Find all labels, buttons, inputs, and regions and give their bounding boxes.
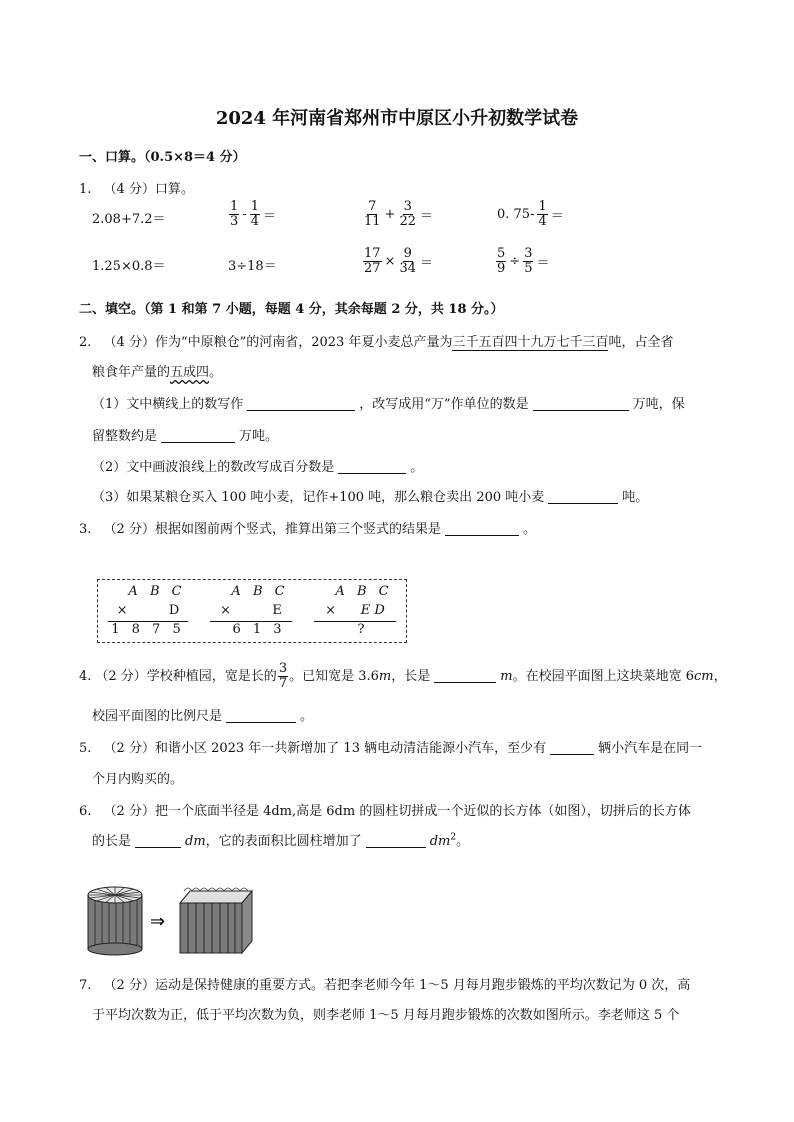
equals: ＝ [262, 209, 276, 224]
answer-blank[interactable] [533, 396, 629, 411]
q4-text: ， [713, 669, 727, 684]
superscript: 2 [450, 832, 457, 843]
q1-label [79, 178, 194, 197]
q4-text: 。已知宽是 3.6 [289, 669, 379, 684]
unit: m [378, 669, 392, 684]
q1-item-e: 1.25×0.8＝ [92, 259, 166, 274]
q1-item-a: 2.08+7.2＝ [92, 212, 166, 227]
fraction [250, 200, 260, 229]
prefix: 0. 75- [497, 207, 535, 222]
q1-item-b [228, 200, 278, 229]
q7-line-2: 于平均次数为正，低于平均次数为负，则李老师 1～5 月每月跑步锻炼的次数如图所示。李老师这 5 个 [92, 1008, 680, 1023]
q2-part-2 [92, 456, 423, 475]
q4-line-2 [92, 705, 313, 724]
unit: cm [693, 669, 714, 684]
operator: × [384, 254, 396, 269]
numerator: 9 [403, 246, 412, 261]
vertical-calc-2 [210, 584, 292, 637]
page-title: 2024 年河南省郑州市中原区小升初数学试卷 [215, 108, 579, 129]
q2-text: （1）文中横线上的数写作 [92, 397, 244, 412]
q1-number: 1. [79, 182, 92, 197]
answer-blank[interactable] [161, 428, 235, 443]
fraction [496, 247, 506, 276]
denominator: 27 [364, 261, 381, 276]
q2-part-3 [92, 486, 648, 505]
q1-item-c [362, 200, 435, 229]
q5-line-2: 个月内购买的。 [92, 772, 184, 787]
q7-text: （2 分）运动是保持健康的重要方式。若把李老师今年 1～5 月每月跑步锻炼的平均次数记为 0 次，高 [103, 978, 691, 993]
numerator: 1 [250, 199, 259, 214]
q2-text: ，改写成用“万”作单位的数是 [359, 397, 529, 412]
calc-result: 6 1 3 [232, 622, 286, 637]
unit: dm [185, 834, 206, 849]
q6-text: ，它的表面积比圆柱增加了 [205, 834, 362, 849]
q2-part-1-cont [92, 425, 278, 444]
q4-text: 校园平面图的比例尺是 [92, 709, 223, 724]
answer-blank[interactable] [366, 833, 426, 848]
q5-line-1 [79, 737, 702, 756]
q2-text: （4 分）作为“中原粮仓”的河南省，2023 年夏小麦总产量为 [103, 335, 453, 350]
q6-number: 6. [79, 804, 92, 819]
numerator: 17 [364, 246, 381, 261]
section-heading-1: 一、口算。（0.5×8＝4 分） [79, 150, 246, 165]
denominator: 22 [399, 214, 416, 229]
calc-multiplier: × E D [325, 603, 385, 618]
answer-blank[interactable] [247, 396, 355, 411]
fraction [398, 200, 417, 229]
q6-line-2 [92, 830, 469, 849]
q2-part-1 [92, 393, 685, 412]
fraction [523, 247, 533, 276]
q7-line-1 [79, 974, 690, 993]
q5-number: 5. [79, 741, 92, 756]
q4-text: （2 分）学校种植园，宽是长的 [95, 669, 277, 684]
equals: ＝ [420, 256, 434, 271]
fraction [363, 200, 382, 229]
q4-text: 。在校园平面图上这块菜地宽 6 [512, 669, 694, 684]
q1-item-h [495, 247, 551, 276]
q4-text: 。 [300, 709, 314, 724]
numerator: 3 [278, 661, 288, 676]
prism-icon [180, 888, 252, 953]
answer-blank[interactable] [226, 708, 296, 723]
numerator: 5 [497, 246, 506, 261]
denominator: 3 [230, 214, 239, 229]
denominator: 4 [538, 214, 547, 229]
q2-text: 粮食年产量的 [92, 365, 171, 380]
calc-multiplier: × D [116, 603, 180, 618]
numerator: 1 [538, 199, 547, 214]
q3-line [79, 518, 536, 537]
numerator: 3 [524, 246, 533, 261]
answer-blank[interactable] [550, 740, 594, 755]
denominator: 4 [250, 214, 259, 229]
q3-number: 3. [79, 522, 92, 537]
equals: ＝ [536, 256, 550, 271]
denominator: 5 [524, 261, 533, 276]
q6-text: 的长是 [92, 834, 132, 849]
section-heading-2: 二、填空。（第 1 和第 7 小题，每题 4 分，其余每题 2 分，共 18 分。） [79, 302, 504, 317]
calc-multiplicand: A B C [128, 584, 186, 599]
q1-score: （4 分）口算。 [103, 182, 194, 197]
answer-blank[interactable] [338, 459, 406, 474]
calc-result: ? [357, 622, 369, 637]
answer-blank[interactable] [548, 489, 618, 504]
answer-blank[interactable] [445, 521, 519, 536]
q2-text: 。 [209, 365, 223, 380]
fraction [363, 247, 382, 276]
unit: m [500, 669, 513, 684]
answer-blank[interactable] [434, 668, 496, 683]
q2-text: （2）文中画波浪线上的数改写成百分数是 [92, 460, 335, 475]
q6-text: 。 [456, 834, 470, 849]
q2-number: 2. [79, 335, 92, 350]
answer-blank[interactable] [135, 833, 181, 848]
q1-item-d [495, 200, 566, 229]
calc-result: 1 8 7 5 [111, 622, 185, 637]
numerator: 1 [230, 199, 239, 214]
cylinder-icon [88, 887, 142, 955]
arrow-icon: ⇒ [150, 911, 166, 932]
q2-text: （3）如果某粮仓买入 100 吨小麦，记作+100 吨，那么粮仓卖出 200 吨小麦 [92, 490, 545, 505]
unit: dm [429, 834, 451, 849]
cylinder-to-prism-figure [86, 883, 256, 957]
fraction [398, 247, 417, 276]
vertical-calc-1 [108, 584, 188, 637]
fraction [537, 200, 547, 229]
fraction [278, 662, 288, 691]
denominator: 7 [278, 676, 288, 691]
q5-text: （2 分）和谐小区 2023 年一共新增加了 13 辆电动清洁能源小汽车，至少有 [103, 741, 547, 756]
q2-underlined-number: 三千五百四十九万七千三百 [452, 335, 609, 350]
numerator: 7 [368, 199, 377, 214]
operator: ÷ [509, 254, 521, 269]
q2-text: 吨，占全省 [608, 335, 674, 350]
q2-text: 万吨，保 [632, 397, 685, 412]
q3-text: 。 [522, 522, 536, 537]
equals: ＝ [550, 209, 564, 224]
denominator: 34 [399, 261, 416, 276]
calc-multiplicand: A B C [335, 584, 393, 599]
q2-line-1 [79, 331, 674, 350]
q2-text: 万吨。 [239, 429, 279, 444]
operator: - [242, 207, 247, 222]
fraction [229, 200, 239, 229]
q4-line-1 [79, 662, 727, 691]
q2-text: 留整数约是 [92, 429, 158, 444]
equals: ＝ [420, 209, 434, 224]
numerator: 3 [403, 199, 412, 214]
q2-text: 吨。 [622, 490, 649, 505]
q4-text: ，长是 [391, 669, 431, 684]
q1-item-g [362, 247, 435, 276]
vertical-calc-3 [314, 584, 396, 637]
denominator: 11 [364, 214, 381, 229]
q1-item-f: 3÷18＝ [228, 259, 277, 274]
calc-multiplicand: A B C [231, 584, 289, 599]
q7-number: 7. [79, 978, 92, 993]
calc-multiplier: × E [220, 603, 282, 618]
q2-wavy-text: 五成四 [170, 365, 210, 380]
q6-text: （2 分）把一个底面半径是 4dm,高是 6dm 的圆柱切拼成一个近似的长方体（如图），切拼后的长方体 [103, 804, 691, 819]
q5-text: 辆小汽车是在同一 [598, 741, 703, 756]
q2-text: 。 [410, 460, 424, 475]
q3-text: （2 分）根据如图前两个竖式，推算出第三个竖式的结果是 [103, 522, 441, 537]
denominator: 9 [497, 261, 506, 276]
q4-number: 4. [79, 669, 92, 684]
operator: + [384, 207, 396, 222]
q2-line-2 [92, 361, 222, 380]
q6-line-1 [79, 800, 691, 819]
